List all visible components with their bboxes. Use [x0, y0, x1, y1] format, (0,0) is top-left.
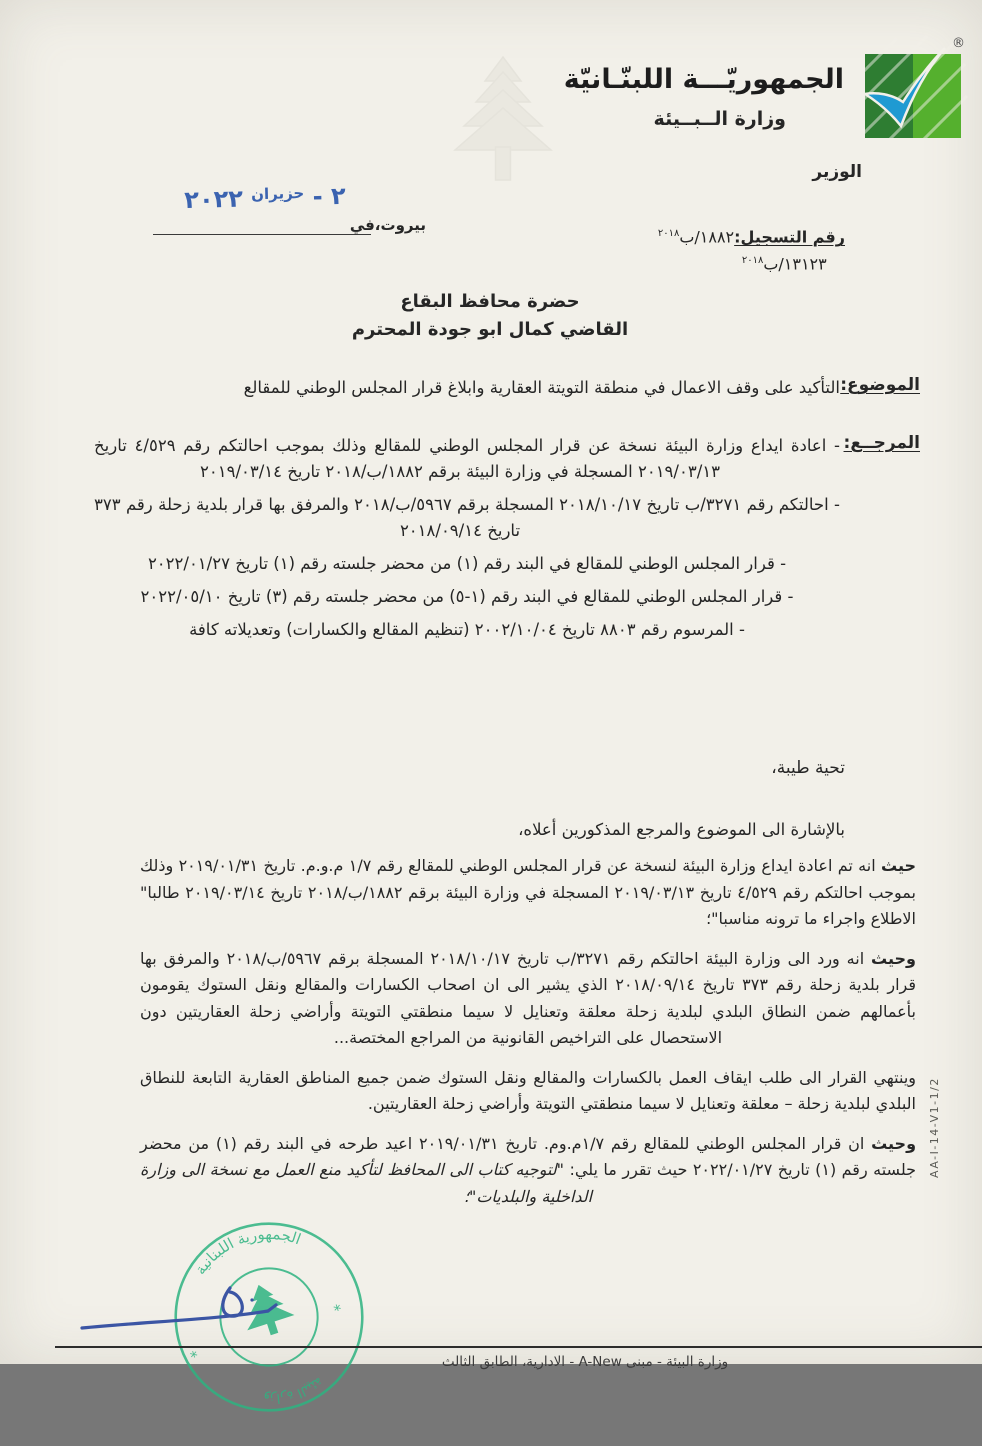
body-block [140, 853, 916, 1223]
svg-text:وزارة البيئة [259, 1372, 328, 1412]
reference-list [94, 433, 840, 650]
cedar-watermark-icon [428, 42, 578, 192]
addressee-block [260, 288, 720, 344]
footer-text: وزارة البيئة - مبنى A-New - الادارية، الطابق الثالث [441, 1354, 729, 1370]
date-city-label: بيروت،في [349, 216, 426, 234]
registration-label: رقم التسجيل: [734, 227, 845, 247]
reference-item: - قرار المجلس الوطني للمقالع في البند رقم (١-٥) من محضر جلسته رقم (٣) تاريخ ٢٠٢٢/٠٥/١٠ [140, 587, 794, 606]
stamp-ring-text: الجمهورية اللبنانية [191, 1224, 304, 1278]
signature-mark [72, 1272, 302, 1347]
registration-block [658, 222, 845, 277]
reference-item: - اعادة ايداع وزارة البيئة نسخة عن قرار المجلس الوطني للمقالع وذلك بموجب احالتكم رقم ٤/٥٢٩ تاريخ ٢٠١٩/٠٣/١٣ المسجلة في وزارة البيئة برقم ١٨٨٢/ب/٢٠١٨ تاريخ ٢٠١٩/٠٣/١٤ [94, 436, 840, 481]
reference-item: - احالتكم رقم ٣٢٧١/ب تاريخ ٢٠١٨/١٠/١٧ المسجلة برقم ٥٩٦٧/ب/٢٠١٨ والمرفق بها قرار بلدية زحلة رقم ٣٧٣ تاريخ ٢٠١٨/٠٩/١٤ [94, 495, 840, 540]
ministry-title: وزارة الــبــيئة [653, 108, 786, 130]
registration-number: ١٨٨٢/ب [679, 227, 735, 247]
handwritten-month: حزيران [250, 183, 305, 204]
registration-number: ١٣١٢٣/ب [763, 254, 827, 274]
handwritten-date [150, 181, 381, 215]
paragraph-lead: حيث [881, 856, 917, 875]
subject-text: التأكيد على وقف الاعمال في منطقة التويتة العقارية وابلاغ قرار المجلس الوطني للمقالع [243, 378, 840, 397]
registered-mark: ® [952, 36, 965, 51]
body-paragraph [140, 853, 916, 933]
registration-year: ٢٠١٨ [657, 228, 680, 239]
ministry-logo-icon [857, 42, 969, 146]
body-paragraph [140, 946, 916, 1052]
svg-text:الجمهورية اللبنانية [185, 1211, 308, 1281]
paragraph-text: انه تم اعادة ايداع وزارة البيئة لنسخة عن قرار المجلس الوطني للمقالع رقم ١/٧ م.و.م. تاريخ ٢٠١٩/٠١/٣١ وذلك بموجب احالتكم رقم ٤/٥٢٩ تاريخ ٢٠١٩/٠٣/١٣ المسجلة في وزارة البيئة برقم ١٨٨٢/ب/٢٠١٨ تاريخ ٢٠١٩/٠٣/١٤ طالبا" الاطلاع واجراء ما ترونه مناسبا"؛ [140, 856, 916, 928]
star-icon: * [188, 1347, 201, 1367]
reference-item: - المرسوم رقم ٨٨٠٣ تاريخ ٢٠٠٢/١٠/٠٤ (تنظيم المقالع والكسارات) وتعديلاته كافة [189, 620, 745, 639]
stamp-bottom-text: وزارة البيئة [263, 1373, 326, 1406]
opening-text: بالإشارة الى الموضوع والمرجع المذكورين أعلاه، [518, 820, 845, 839]
registration-entry [658, 249, 845, 276]
republic-title: الجمهوريّـــة اللبنّـانيّة [563, 64, 844, 95]
subject-label: الموضوع: [840, 375, 920, 395]
date-underline [153, 234, 371, 235]
registration-year: ٢٠١٨ [741, 255, 764, 267]
greeting-text: تحية طيبة، [771, 758, 845, 778]
reference-label: المرجــع: [843, 433, 920, 453]
paragraph-text: ان قرار المجلس الوطني للمقالع رقم ١/٧م.وم. تاريخ ٢٠١٩/٠١/٣١ اعيد طرحه في البند رقم (١) من محضر جلسته رقم (١) تاريخ ٢٠٢٢/٠١/٢٧ حيث تقرر ما يلي: [140, 1133, 917, 1179]
paragraph-lead: وحيث [871, 1133, 917, 1153]
minister-title: الوزير [812, 162, 862, 182]
registration-entry [658, 222, 845, 249]
handwritten-year: ٢٠٢٢ [183, 184, 244, 215]
body-paragraph [140, 1065, 916, 1118]
paragraph-lead: وحيث [871, 948, 916, 968]
paragraph-text: وينتهي القرار الى طلب ايقاف العمل بالكسارات والمقالع ونقل الستوك ضمن جميع المناطق العقارية التابعة للنطاق البلدي لبلدية زحلة – معلقة وتعنايل لا سيما منطقتي التويتة وأراضي زحلة العقاريتين. [140, 1067, 916, 1113]
addressee-line-2: القاضي كمال ابو جودة المحترم [351, 319, 629, 340]
side-code: AA-I-14-V1-1/2 [928, 1077, 941, 1178]
star-icon: * [331, 1300, 345, 1320]
footer-rule [55, 1346, 982, 1348]
addressee-line-1: حضرة محافظ البقاع [400, 291, 580, 312]
reference-item: - قرار المجلس الوطني للمقالع في البند رقم (١) من محضر جلسته رقم (١) تاريخ ٢٠٢٢/٠١/٢٧ [147, 554, 787, 573]
handwritten-day: ٢ - [312, 181, 347, 211]
paragraph-quote: "لتوجيه كتاب الى المحافظ لتأكيد منع العمل مع نسخة الى وزارة الداخلية والبلديات"؛ [140, 1160, 593, 1206]
paragraph-text: انه ورد الى وزارة البيئة احالتكم رقم ٣٢٧١/ب تاريخ ٢٠١٨/١٠/١٧ المسجلة برقم ٥٩٦٧/ب/٢٠١٨ والمرفق بها قرار بلدية زحلة رقم ٣٧٣ تاريخ ٢٠١٨/٠٩/١٤ الذي يشير الى ان اصحاب الكسارات والمقالع ونقل الستوك يقومون بأعمالهم ضمن النطاق البلدي لبلدية زحلة معلقة وتعنايل لا سيما منطقتي التويتة وأراضي زحلة العقاريتين دون الاستحصال على التراخيص القانونية من المراجع المختصة... [140, 948, 916, 1047]
